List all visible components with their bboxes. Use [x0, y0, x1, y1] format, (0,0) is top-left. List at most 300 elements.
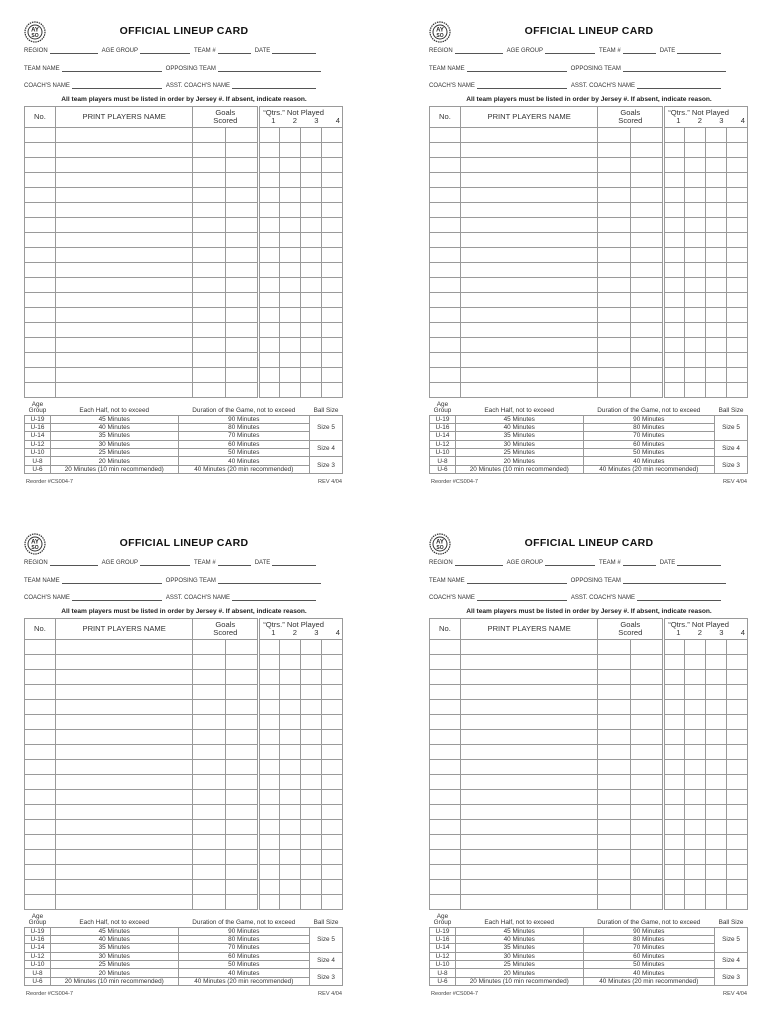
qtr-3-cell[interactable] — [706, 640, 727, 655]
age-group-field[interactable] — [140, 47, 190, 54]
player-name-cell[interactable] — [460, 640, 597, 655]
qtr-4-cell[interactable] — [727, 835, 748, 850]
qtr-1-cell[interactable] — [259, 850, 280, 865]
qtr-4-cell[interactable] — [727, 143, 748, 158]
player-name-cell[interactable] — [55, 338, 192, 353]
goals-cell-1[interactable] — [193, 173, 226, 188]
qtr-1-cell[interactable] — [259, 820, 280, 835]
qtr-1-cell[interactable] — [259, 173, 280, 188]
qtr-2-cell[interactable] — [685, 715, 706, 730]
asst-coach-name-field[interactable] — [637, 594, 721, 601]
qtr-2-cell[interactable] — [685, 865, 706, 880]
goals-cell-2[interactable] — [226, 790, 259, 805]
player-name-cell[interactable] — [55, 158, 192, 173]
qtr-4-cell[interactable] — [727, 745, 748, 760]
qtr-3-cell[interactable] — [706, 655, 727, 670]
player-name-cell[interactable] — [460, 353, 597, 368]
player-number-cell[interactable] — [430, 790, 461, 805]
qtr-2-cell[interactable] — [685, 128, 706, 143]
qtr-3-cell[interactable] — [301, 820, 322, 835]
qtr-2-cell[interactable] — [685, 655, 706, 670]
goals-cell-2[interactable] — [631, 805, 664, 820]
qtr-1-cell[interactable] — [259, 760, 280, 775]
player-number-cell[interactable] — [25, 640, 56, 655]
player-name-cell[interactable] — [460, 248, 597, 263]
qtr-3-cell[interactable] — [301, 218, 322, 233]
qtr-3-cell[interactable] — [706, 700, 727, 715]
goals-cell-1[interactable] — [598, 670, 631, 685]
player-name-cell[interactable] — [460, 820, 597, 835]
goals-cell-2[interactable] — [226, 218, 259, 233]
qtr-4-cell[interactable] — [727, 820, 748, 835]
goals-cell-2[interactable] — [226, 308, 259, 323]
qtr-1-cell[interactable] — [664, 775, 685, 790]
goals-cell-2[interactable] — [631, 730, 664, 745]
goals-cell-1[interactable] — [193, 820, 226, 835]
player-number-cell[interactable] — [25, 865, 56, 880]
qtr-1-cell[interactable] — [259, 293, 280, 308]
goals-cell-1[interactable] — [598, 248, 631, 263]
team-number-field[interactable] — [623, 47, 656, 54]
player-name-cell[interactable] — [55, 383, 192, 398]
player-name-cell[interactable] — [55, 685, 192, 700]
qtr-4-cell[interactable] — [322, 143, 343, 158]
player-number-cell[interactable] — [430, 655, 461, 670]
qtr-2-cell[interactable] — [280, 820, 301, 835]
goals-cell-2[interactable] — [631, 655, 664, 670]
qtr-2-cell[interactable] — [280, 128, 301, 143]
goals-cell-2[interactable] — [631, 715, 664, 730]
asst-coach-name-field[interactable] — [232, 82, 316, 89]
goals-cell-1[interactable] — [598, 790, 631, 805]
player-name-cell[interactable] — [55, 760, 192, 775]
qtr-1-cell[interactable] — [664, 670, 685, 685]
goals-cell-1[interactable] — [598, 700, 631, 715]
goals-cell-1[interactable] — [193, 323, 226, 338]
qtr-4-cell[interactable] — [727, 790, 748, 805]
qtr-4-cell[interactable] — [727, 865, 748, 880]
qtr-2-cell[interactable] — [685, 173, 706, 188]
qtr-2-cell[interactable] — [280, 158, 301, 173]
player-number-cell[interactable] — [25, 233, 56, 248]
qtr-3-cell[interactable] — [706, 248, 727, 263]
player-name-cell[interactable] — [55, 218, 192, 233]
qtr-1-cell[interactable] — [259, 895, 280, 910]
goals-cell-2[interactable] — [631, 760, 664, 775]
player-name-cell[interactable] — [460, 323, 597, 338]
qtr-3-cell[interactable] — [706, 263, 727, 278]
qtr-3-cell[interactable] — [301, 655, 322, 670]
qtr-3-cell[interactable] — [706, 353, 727, 368]
goals-cell-2[interactable] — [226, 640, 259, 655]
qtr-4-cell[interactable] — [322, 775, 343, 790]
player-name-cell[interactable] — [460, 203, 597, 218]
player-number-cell[interactable] — [25, 835, 56, 850]
qtr-1-cell[interactable] — [664, 685, 685, 700]
qtr-3-cell[interactable] — [301, 353, 322, 368]
goals-cell-1[interactable] — [193, 143, 226, 158]
qtr-2-cell[interactable] — [685, 368, 706, 383]
goals-cell-1[interactable] — [598, 850, 631, 865]
qtr-3-cell[interactable] — [706, 805, 727, 820]
goals-cell-2[interactable] — [226, 173, 259, 188]
player-name-cell[interactable] — [460, 775, 597, 790]
qtr-1-cell[interactable] — [259, 353, 280, 368]
goals-cell-1[interactable] — [193, 188, 226, 203]
player-name-cell[interactable] — [55, 640, 192, 655]
goals-cell-1[interactable] — [598, 655, 631, 670]
player-name-cell[interactable] — [55, 263, 192, 278]
goals-cell-1[interactable] — [598, 293, 631, 308]
qtr-3-cell[interactable] — [301, 308, 322, 323]
qtr-2-cell[interactable] — [685, 775, 706, 790]
player-number-cell[interactable] — [25, 353, 56, 368]
qtr-1-cell[interactable] — [664, 218, 685, 233]
qtr-3-cell[interactable] — [706, 895, 727, 910]
qtr-3-cell[interactable] — [706, 670, 727, 685]
coach-name-field[interactable] — [72, 594, 162, 601]
qtr-4-cell[interactable] — [322, 338, 343, 353]
goals-cell-2[interactable] — [226, 715, 259, 730]
goals-cell-1[interactable] — [598, 880, 631, 895]
qtr-1-cell[interactable] — [664, 353, 685, 368]
player-number-cell[interactable] — [25, 685, 56, 700]
player-name-cell[interactable] — [460, 790, 597, 805]
qtr-2-cell[interactable] — [685, 760, 706, 775]
qtr-1-cell[interactable] — [664, 640, 685, 655]
qtr-3-cell[interactable] — [706, 865, 727, 880]
qtr-4-cell[interactable] — [322, 353, 343, 368]
player-number-cell[interactable] — [25, 218, 56, 233]
player-name-cell[interactable] — [460, 233, 597, 248]
goals-cell-1[interactable] — [598, 143, 631, 158]
player-number-cell[interactable] — [25, 383, 56, 398]
player-name-cell[interactable] — [55, 850, 192, 865]
player-number-cell[interactable] — [25, 850, 56, 865]
qtr-2-cell[interactable] — [280, 895, 301, 910]
player-name-cell[interactable] — [460, 760, 597, 775]
team-name-field[interactable] — [62, 577, 162, 584]
goals-cell-1[interactable] — [193, 790, 226, 805]
qtr-2-cell[interactable] — [685, 685, 706, 700]
goals-cell-1[interactable] — [193, 670, 226, 685]
goals-cell-1[interactable] — [193, 655, 226, 670]
goals-cell-1[interactable] — [193, 715, 226, 730]
qtr-4-cell[interactable] — [322, 835, 343, 850]
qtr-4-cell[interactable] — [322, 640, 343, 655]
age-group-field[interactable] — [545, 47, 595, 54]
qtr-4-cell[interactable] — [727, 895, 748, 910]
qtr-4-cell[interactable] — [727, 188, 748, 203]
goals-cell-1[interactable] — [598, 835, 631, 850]
player-number-cell[interactable] — [430, 865, 461, 880]
player-number-cell[interactable] — [25, 368, 56, 383]
goals-cell-1[interactable] — [598, 353, 631, 368]
goals-cell-1[interactable] — [193, 700, 226, 715]
qtr-3-cell[interactable] — [301, 143, 322, 158]
player-number-cell[interactable] — [430, 835, 461, 850]
qtr-3-cell[interactable] — [301, 715, 322, 730]
qtr-2-cell[interactable] — [685, 233, 706, 248]
qtr-4-cell[interactable] — [727, 323, 748, 338]
qtr-4-cell[interactable] — [727, 655, 748, 670]
player-name-cell[interactable] — [55, 293, 192, 308]
opposing-team-field[interactable] — [218, 65, 321, 72]
goals-cell-1[interactable] — [193, 353, 226, 368]
qtr-2-cell[interactable] — [685, 895, 706, 910]
goals-cell-2[interactable] — [226, 248, 259, 263]
qtr-4-cell[interactable] — [322, 655, 343, 670]
qtr-3-cell[interactable] — [706, 233, 727, 248]
goals-cell-1[interactable] — [598, 715, 631, 730]
player-name-cell[interactable] — [460, 805, 597, 820]
goals-cell-2[interactable] — [631, 895, 664, 910]
qtr-1-cell[interactable] — [664, 323, 685, 338]
qtr-1-cell[interactable] — [259, 775, 280, 790]
qtr-2-cell[interactable] — [280, 730, 301, 745]
qtr-1-cell[interactable] — [664, 880, 685, 895]
qtr-3-cell[interactable] — [301, 128, 322, 143]
qtr-2-cell[interactable] — [280, 173, 301, 188]
goals-cell-1[interactable] — [598, 383, 631, 398]
goals-cell-2[interactable] — [226, 865, 259, 880]
qtr-3-cell[interactable] — [706, 338, 727, 353]
team-number-field[interactable] — [218, 47, 251, 54]
player-name-cell[interactable] — [460, 745, 597, 760]
qtr-2-cell[interactable] — [685, 278, 706, 293]
qtr-2-cell[interactable] — [280, 353, 301, 368]
goals-cell-2[interactable] — [226, 895, 259, 910]
player-name-cell[interactable] — [460, 730, 597, 745]
goals-cell-2[interactable] — [226, 805, 259, 820]
qtr-1-cell[interactable] — [664, 835, 685, 850]
qtr-3-cell[interactable] — [706, 188, 727, 203]
goals-cell-2[interactable] — [631, 233, 664, 248]
goals-cell-2[interactable] — [226, 685, 259, 700]
goals-cell-2[interactable] — [226, 880, 259, 895]
goals-cell-2[interactable] — [631, 880, 664, 895]
goals-cell-1[interactable] — [193, 760, 226, 775]
qtr-2-cell[interactable] — [280, 790, 301, 805]
qtr-3-cell[interactable] — [301, 805, 322, 820]
qtr-2-cell[interactable] — [685, 820, 706, 835]
qtr-4-cell[interactable] — [727, 805, 748, 820]
qtr-2-cell[interactable] — [685, 203, 706, 218]
qtr-3-cell[interactable] — [706, 715, 727, 730]
age-group-field[interactable] — [140, 559, 190, 566]
goals-cell-1[interactable] — [598, 278, 631, 293]
coach-name-field[interactable] — [477, 82, 567, 89]
qtr-3-cell[interactable] — [706, 820, 727, 835]
goals-cell-1[interactable] — [598, 188, 631, 203]
goals-cell-2[interactable] — [631, 263, 664, 278]
player-number-cell[interactable] — [25, 760, 56, 775]
qtr-3-cell[interactable] — [301, 338, 322, 353]
qtr-1-cell[interactable] — [664, 865, 685, 880]
qtr-3-cell[interactable] — [301, 895, 322, 910]
goals-cell-2[interactable] — [226, 353, 259, 368]
qtr-3-cell[interactable] — [301, 685, 322, 700]
player-name-cell[interactable] — [55, 730, 192, 745]
player-number-cell[interactable] — [25, 323, 56, 338]
player-number-cell[interactable] — [430, 880, 461, 895]
qtr-1-cell[interactable] — [664, 188, 685, 203]
qtr-1-cell[interactable] — [664, 278, 685, 293]
goals-cell-2[interactable] — [631, 203, 664, 218]
player-number-cell[interactable] — [430, 760, 461, 775]
goals-cell-2[interactable] — [631, 835, 664, 850]
qtr-4-cell[interactable] — [727, 218, 748, 233]
goals-cell-2[interactable] — [226, 775, 259, 790]
goals-cell-2[interactable] — [631, 850, 664, 865]
qtr-4-cell[interactable] — [322, 263, 343, 278]
player-name-cell[interactable] — [55, 835, 192, 850]
qtr-2-cell[interactable] — [280, 263, 301, 278]
qtr-1-cell[interactable] — [664, 745, 685, 760]
goals-cell-2[interactable] — [631, 278, 664, 293]
goals-cell-2[interactable] — [631, 745, 664, 760]
qtr-1-cell[interactable] — [664, 338, 685, 353]
player-number-cell[interactable] — [430, 715, 461, 730]
player-number-cell[interactable] — [430, 670, 461, 685]
qtr-1-cell[interactable] — [259, 700, 280, 715]
player-name-cell[interactable] — [460, 895, 597, 910]
player-number-cell[interactable] — [25, 715, 56, 730]
goals-cell-1[interactable] — [193, 383, 226, 398]
goals-cell-1[interactable] — [193, 745, 226, 760]
qtr-3-cell[interactable] — [301, 700, 322, 715]
qtr-4-cell[interactable] — [727, 760, 748, 775]
goals-cell-1[interactable] — [193, 805, 226, 820]
goals-cell-1[interactable] — [598, 368, 631, 383]
qtr-1-cell[interactable] — [259, 880, 280, 895]
player-number-cell[interactable] — [25, 263, 56, 278]
qtr-2-cell[interactable] — [280, 880, 301, 895]
player-name-cell[interactable] — [460, 158, 597, 173]
qtr-4-cell[interactable] — [322, 895, 343, 910]
qtr-2-cell[interactable] — [280, 293, 301, 308]
player-number-cell[interactable] — [25, 700, 56, 715]
player-name-cell[interactable] — [460, 835, 597, 850]
qtr-4-cell[interactable] — [322, 805, 343, 820]
qtr-4-cell[interactable] — [727, 203, 748, 218]
player-number-cell[interactable] — [25, 655, 56, 670]
qtr-2-cell[interactable] — [685, 158, 706, 173]
qtr-2-cell[interactable] — [280, 760, 301, 775]
player-number-cell[interactable] — [25, 775, 56, 790]
player-name-cell[interactable] — [55, 248, 192, 263]
qtr-4-cell[interactable] — [727, 383, 748, 398]
player-number-cell[interactable] — [430, 820, 461, 835]
qtr-1-cell[interactable] — [664, 850, 685, 865]
qtr-1-cell[interactable] — [259, 218, 280, 233]
goals-cell-2[interactable] — [226, 820, 259, 835]
goals-cell-2[interactable] — [631, 775, 664, 790]
qtr-4-cell[interactable] — [322, 820, 343, 835]
goals-cell-2[interactable] — [226, 263, 259, 278]
qtr-2-cell[interactable] — [280, 865, 301, 880]
player-number-cell[interactable] — [430, 203, 461, 218]
goals-cell-2[interactable] — [631, 640, 664, 655]
goals-cell-2[interactable] — [631, 158, 664, 173]
qtr-1-cell[interactable] — [259, 640, 280, 655]
qtr-4-cell[interactable] — [727, 248, 748, 263]
goals-cell-1[interactable] — [598, 685, 631, 700]
qtr-3-cell[interactable] — [301, 790, 322, 805]
qtr-1-cell[interactable] — [664, 173, 685, 188]
player-number-cell[interactable] — [430, 218, 461, 233]
qtr-4-cell[interactable] — [322, 368, 343, 383]
goals-cell-2[interactable] — [226, 323, 259, 338]
qtr-4-cell[interactable] — [322, 730, 343, 745]
qtr-1-cell[interactable] — [259, 835, 280, 850]
qtr-1-cell[interactable] — [259, 368, 280, 383]
goals-cell-1[interactable] — [598, 158, 631, 173]
goals-cell-1[interactable] — [598, 338, 631, 353]
qtr-1-cell[interactable] — [664, 383, 685, 398]
age-group-field[interactable] — [545, 559, 595, 566]
qtr-4-cell[interactable] — [322, 308, 343, 323]
qtr-3-cell[interactable] — [301, 233, 322, 248]
goals-cell-1[interactable] — [193, 880, 226, 895]
qtr-1-cell[interactable] — [259, 715, 280, 730]
qtr-2-cell[interactable] — [280, 308, 301, 323]
player-number-cell[interactable] — [25, 293, 56, 308]
asst-coach-name-field[interactable] — [637, 82, 721, 89]
goals-cell-2[interactable] — [226, 203, 259, 218]
qtr-4-cell[interactable] — [322, 128, 343, 143]
qtr-3-cell[interactable] — [706, 760, 727, 775]
qtr-2-cell[interactable] — [280, 670, 301, 685]
goals-cell-1[interactable] — [598, 640, 631, 655]
qtr-2-cell[interactable] — [685, 248, 706, 263]
qtr-4-cell[interactable] — [322, 233, 343, 248]
date-field[interactable] — [677, 47, 721, 54]
player-number-cell[interactable] — [430, 173, 461, 188]
player-name-cell[interactable] — [55, 820, 192, 835]
qtr-2-cell[interactable] — [685, 730, 706, 745]
qtr-2-cell[interactable] — [685, 308, 706, 323]
qtr-2-cell[interactable] — [280, 835, 301, 850]
goals-cell-1[interactable] — [193, 730, 226, 745]
player-name-cell[interactable] — [460, 700, 597, 715]
qtr-3-cell[interactable] — [301, 865, 322, 880]
qtr-2-cell[interactable] — [280, 805, 301, 820]
player-number-cell[interactable] — [25, 248, 56, 263]
player-number-cell[interactable] — [25, 670, 56, 685]
goals-cell-1[interactable] — [598, 203, 631, 218]
qtr-4-cell[interactable] — [322, 790, 343, 805]
player-name-cell[interactable] — [55, 353, 192, 368]
player-number-cell[interactable] — [430, 188, 461, 203]
goals-cell-2[interactable] — [631, 338, 664, 353]
goals-cell-1[interactable] — [193, 278, 226, 293]
goals-cell-2[interactable] — [631, 865, 664, 880]
qtr-2-cell[interactable] — [685, 790, 706, 805]
qtr-1-cell[interactable] — [664, 128, 685, 143]
qtr-1-cell[interactable] — [259, 188, 280, 203]
player-name-cell[interactable] — [55, 143, 192, 158]
goals-cell-1[interactable] — [598, 233, 631, 248]
qtr-3-cell[interactable] — [706, 835, 727, 850]
goals-cell-2[interactable] — [631, 820, 664, 835]
qtr-3-cell[interactable] — [301, 880, 322, 895]
player-number-cell[interactable] — [430, 700, 461, 715]
goals-cell-1[interactable] — [598, 308, 631, 323]
player-name-cell[interactable] — [55, 278, 192, 293]
qtr-3-cell[interactable] — [301, 760, 322, 775]
qtr-3-cell[interactable] — [301, 248, 322, 263]
